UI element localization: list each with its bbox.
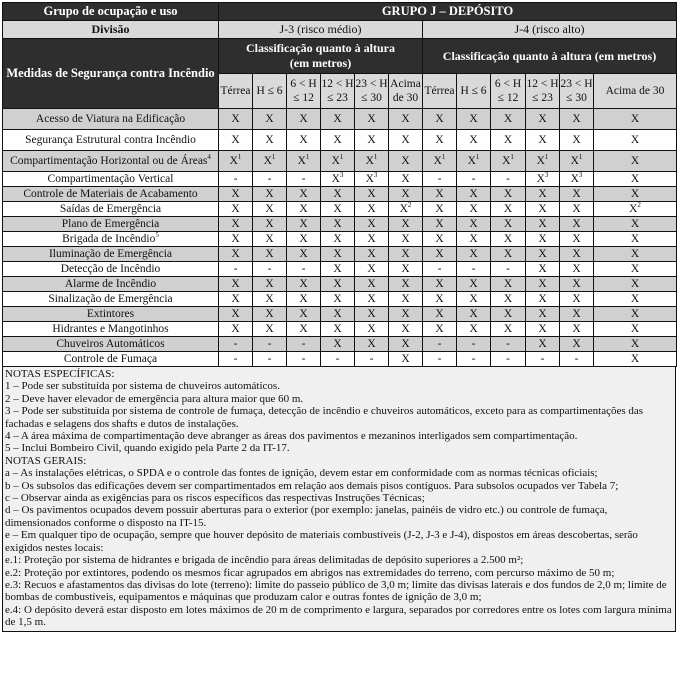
requirement-cell: X <box>321 292 355 307</box>
requirement-cell: X <box>287 202 321 217</box>
requirement-cell: $X^3$ <box>321 172 355 187</box>
requirement-cell: - <box>253 172 287 187</box>
requirement-cell: X <box>287 277 321 292</box>
requirement-cell: - <box>560 352 594 367</box>
requirement-cell: X <box>560 130 594 151</box>
measure-name <box>3 262 219 277</box>
requirement-cell: X <box>594 217 677 232</box>
specific-note: 3 – Pode ser substituída por sistema de controle de fumaça, detecção de incêndio e chuveiros automáticos, exceto para as compartimentações das fachadas e selagens dos shafts e dutos de instalações. <box>5 405 644 430</box>
requirement-cell: $X^1$ <box>321 151 355 172</box>
table-row <box>3 232 677 247</box>
requirement-cell: X <box>389 307 423 322</box>
requirement-cell: X <box>491 232 526 247</box>
table-row <box>3 202 677 217</box>
requirement-cell: X <box>457 109 491 130</box>
requirement-cell: X <box>389 337 423 352</box>
requirement-cell: X <box>389 232 423 247</box>
requirement-cell: X <box>389 187 423 202</box>
specific-note: 2 – Deve haver elevador de emergência para altura maior que 60 m. <box>5 392 304 405</box>
general-note: e.2: Proteção por extintores, podendo os mesmos ficar agrupados em abrigos nas extremidades do terreno, com percurso máximo de 50 m; <box>5 566 615 579</box>
footnote-ref: 1 <box>237 152 242 161</box>
measure-name-text: Sinalização de Emergência <box>48 292 173 305</box>
requirement-cell: X <box>389 277 423 292</box>
measure-name-text: Extintores <box>86 307 135 320</box>
general-note: e.4: O depósito deverá estar disposto em lotes máximos de 20 m de comprimento e largura, separados por corredores entre os lotes com largura mínima de 1,5 m. <box>5 603 672 629</box>
requirement-cell: X <box>287 247 321 262</box>
requirement-cell: X <box>491 202 526 217</box>
requirement-cell: - <box>491 352 526 367</box>
column-header-j3: 6 < H ≤ 12 <box>287 74 321 109</box>
requirement-cell: X <box>457 232 491 247</box>
measure-name-text: Alarme de Incêndio <box>64 277 157 290</box>
requirement-cell: X <box>457 187 491 202</box>
requirement-cell: X <box>287 217 321 232</box>
requirement-cell: X <box>355 109 389 130</box>
requirement-cell: X <box>219 202 253 217</box>
requirement-cell: X <box>594 292 677 307</box>
measure-name <box>3 217 219 232</box>
requirement-cell: X <box>287 232 321 247</box>
requirement-cell: X <box>219 232 253 247</box>
measure-name <box>3 307 219 322</box>
table-row <box>3 352 677 367</box>
requirement-cell: X <box>355 202 389 217</box>
requirement-cell: X <box>253 109 287 130</box>
requirement-cell: - <box>219 172 253 187</box>
requirement-cell: - <box>321 352 355 367</box>
requirement-cell: X <box>355 187 389 202</box>
footnote-ref: 3 <box>544 170 549 179</box>
measure-name <box>3 337 219 352</box>
requirement-cell: X <box>457 322 491 337</box>
requirement-cell: $X^1$ <box>423 151 457 172</box>
requirement-cell: X <box>355 292 389 307</box>
table-row <box>3 247 677 262</box>
requirement-cell: X <box>219 322 253 337</box>
requirement-cell: X <box>457 277 491 292</box>
requirement-cell: $X^3$ <box>355 172 389 187</box>
requirement-cell: X <box>526 232 560 247</box>
requirement-cell: X <box>491 130 526 151</box>
requirement-cell: X <box>491 187 526 202</box>
requirement-cell: X <box>355 322 389 337</box>
column-header-j3: 12 < H ≤ 23 <box>321 74 355 109</box>
measure-name <box>3 172 219 187</box>
requirement-cell: X <box>491 292 526 307</box>
measure-name <box>3 130 219 151</box>
requirement-cell: $X^1$ <box>526 151 560 172</box>
requirement-cell: - <box>253 262 287 277</box>
requirement-cell: X <box>457 247 491 262</box>
requirement-cell: X <box>526 292 560 307</box>
measure-name <box>3 151 219 172</box>
requirement-cell: X <box>491 322 526 337</box>
measure-name-text: Compartimentação Vertical <box>47 172 174 185</box>
footnote-ref: 1 <box>475 152 480 161</box>
table-row <box>3 109 677 130</box>
column-header-j3: Térrea <box>219 74 253 109</box>
requirement-cell: X <box>219 187 253 202</box>
requirement-cell: X <box>321 247 355 262</box>
requirement-cell: - <box>423 337 457 352</box>
general-note: b – Os subsolos das edificações devem ser compartimentados em relação aos demais pisos contíguos. Para subsolos ocupados ver Tabela 7; <box>5 479 619 492</box>
requirement-cell: - <box>423 352 457 367</box>
requirement-cell: X <box>560 202 594 217</box>
footnote-ref: 1 <box>441 152 446 161</box>
column-header-j3: 23 < H ≤ 30 <box>355 74 389 109</box>
measure-name-text: Plano de Emergência <box>61 217 160 230</box>
requirement-cell: - <box>423 172 457 187</box>
requirement-cell: X <box>594 337 677 352</box>
general-note: e – Em qualquer tipo de ocupação, sempre que houver depósito de materiais combustíveis (J-2, J-3 e J-4), dispostos em áreas descobertas, serão exigidos nestes locais: <box>5 529 638 554</box>
requirement-cell: X <box>253 187 287 202</box>
requirement-cell: X <box>594 307 677 322</box>
requirement-cell: X <box>423 277 457 292</box>
requirement-cell: X <box>423 187 457 202</box>
footnote-ref: 1 <box>305 152 310 161</box>
footnote-ref: 1 <box>271 152 276 161</box>
measure-name <box>3 202 219 217</box>
requirement-cell: - <box>287 337 321 352</box>
footnote-ref: 5 <box>155 230 159 239</box>
requirement-cell: X <box>219 292 253 307</box>
specific-notes-list <box>5 380 673 454</box>
requirement-cell: - <box>423 262 457 277</box>
requirement-cell: X <box>321 277 355 292</box>
measure-name-text: Controle de Materiais de Acabamento <box>23 187 198 200</box>
requirement-cell: X <box>423 130 457 151</box>
requirement-cell: X <box>423 232 457 247</box>
requirement-cell: X <box>219 247 253 262</box>
requirement-cell: X <box>560 217 594 232</box>
division-j4: J-4 (risco alto) <box>423 21 677 39</box>
requirement-cell: X <box>355 217 389 232</box>
specific-note: 1 – Pode ser substituída por sistema de chuveiros automáticos. <box>5 380 280 393</box>
column-header-j4: 23 < H ≤ 30 <box>560 74 594 109</box>
measure-name-text: Hidrantes e Mangotinhos <box>52 322 169 335</box>
requirement-cell: X <box>287 322 321 337</box>
measure-name <box>3 322 219 337</box>
specific-note: 5 – Inclui Bombeiro Civil, quando exigido pela Parte 2 da IT-17. <box>5 442 290 455</box>
requirement-cell: - <box>287 172 321 187</box>
requirement-cell: $X^1$ <box>219 151 253 172</box>
requirement-cell: X <box>526 277 560 292</box>
requirement-cell: $X^2$ <box>594 202 677 217</box>
requirement-cell: X <box>389 292 423 307</box>
measure-name <box>3 187 219 202</box>
requirement-cell: $X^2$ <box>389 202 423 217</box>
group-value: GRUPO J – DEPÓSITO <box>219 3 677 21</box>
requirement-cell: X <box>560 247 594 262</box>
requirement-cell: - <box>219 262 253 277</box>
requirement-cell: X <box>355 247 389 262</box>
measure-name <box>3 109 219 130</box>
requirement-cell: X <box>389 247 423 262</box>
requirement-cell: X <box>594 247 677 262</box>
requirement-cell: - <box>491 337 526 352</box>
footnote-ref: 3 <box>578 170 583 179</box>
requirement-cell: $X^1$ <box>287 151 321 172</box>
general-note: e.1: Proteção por sistema de hidrantes e brigada de incêndio para áreas delimitadas de depósito superiores a 2.500 m²; <box>5 554 524 567</box>
requirement-cell: X <box>491 109 526 130</box>
general-notes-title: NOTAS GERAIS: <box>5 454 87 467</box>
requirement-cell: X <box>491 307 526 322</box>
general-note: a – As instalações elétricas, o SPDA e o controle das fontes de ignição, devem estar em conformidade com as normas técnicas oficiais; <box>5 467 598 480</box>
requirement-cell: X <box>526 202 560 217</box>
specific-notes-title: NOTAS ESPECÍFICAS: <box>5 368 115 380</box>
requirement-cell: X <box>594 151 677 172</box>
requirement-cell: X <box>560 292 594 307</box>
column-header-j3: Acima de 30 <box>389 74 423 109</box>
table-row <box>3 337 677 352</box>
column-header-j4: H ≤ 6 <box>457 74 491 109</box>
measure-name <box>3 292 219 307</box>
requirement-cell: X <box>526 217 560 232</box>
requirement-cell: X <box>253 322 287 337</box>
requirement-cell: X <box>457 292 491 307</box>
requirement-cell: X <box>457 130 491 151</box>
requirement-cell: X <box>491 217 526 232</box>
footnote-ref: 1 <box>544 152 549 161</box>
footnote-ref: 2 <box>407 200 412 209</box>
fire-safety-table-document <box>2 2 676 632</box>
requirement-cell: X <box>287 109 321 130</box>
requirement-cell: X <box>321 232 355 247</box>
requirement-cell: X <box>253 130 287 151</box>
requirement-cell: X <box>389 172 423 187</box>
footnote-ref: 1 <box>578 152 583 161</box>
requirement-cell: X <box>457 307 491 322</box>
requirement-cell: X <box>253 292 287 307</box>
requirement-cell: - <box>457 262 491 277</box>
requirement-cell: X <box>526 187 560 202</box>
height-class-j3: Classificação quanto à altura (em metros) <box>219 39 423 74</box>
requirement-cell: - <box>253 337 287 352</box>
requirement-cell: X <box>321 262 355 277</box>
requirement-cell: X <box>355 307 389 322</box>
footnote-ref: 2 <box>637 200 641 209</box>
footnote-ref: 3 <box>373 170 378 179</box>
requirement-cell: X <box>389 322 423 337</box>
safety-measures-table <box>2 2 677 367</box>
requirement-cell: - <box>491 172 526 187</box>
requirement-cell: X <box>594 262 677 277</box>
column-header-j4: Térrea <box>423 74 457 109</box>
requirement-cell: X <box>219 109 253 130</box>
requirement-cell: X <box>389 217 423 232</box>
measure-name-text: Compartimentação Horizontal ou de Áreas <box>10 154 208 167</box>
requirement-cell: X <box>560 187 594 202</box>
requirement-cell: X <box>560 262 594 277</box>
requirement-cell: X <box>321 130 355 151</box>
table-row <box>3 322 677 337</box>
requirement-cell: X <box>594 232 677 247</box>
requirement-cell: X <box>560 322 594 337</box>
table-row <box>3 217 677 232</box>
footnote-ref: 1 <box>339 152 344 161</box>
requirement-cell: $X^1$ <box>355 151 389 172</box>
requirement-cell: X <box>423 217 457 232</box>
requirement-cell: X <box>219 307 253 322</box>
requirement-cell: X <box>253 307 287 322</box>
requirement-cell: - <box>355 352 389 367</box>
requirement-cell: X <box>423 292 457 307</box>
requirement-cell: X <box>355 232 389 247</box>
measure-name <box>3 352 219 367</box>
division-j3: J-3 (risco médio) <box>219 21 423 39</box>
requirement-cell: X <box>287 187 321 202</box>
requirement-cell: X <box>253 232 287 247</box>
requirement-cell: X <box>594 109 677 130</box>
measure-name <box>3 232 219 247</box>
table-row <box>3 292 677 307</box>
requirement-cell: - <box>253 352 287 367</box>
requirement-cell: X <box>594 352 677 367</box>
requirement-cell: X <box>355 130 389 151</box>
measure-name <box>3 277 219 292</box>
requirement-cell: X <box>560 277 594 292</box>
measure-name-text: Chuveiros Automáticos <box>56 337 165 350</box>
requirement-cell: X <box>355 262 389 277</box>
column-header-j4: 12 < H ≤ 23 <box>526 74 560 109</box>
column-header-j4: Acima de 30 <box>594 74 677 109</box>
requirement-cell: X <box>491 247 526 262</box>
requirement-cell: X <box>389 352 423 367</box>
requirement-cell: - <box>457 337 491 352</box>
group-label: Grupo de ocupação e uso <box>3 3 219 21</box>
requirement-cell: X <box>321 217 355 232</box>
requirement-cell: X <box>321 109 355 130</box>
requirement-cell: X <box>594 322 677 337</box>
requirement-cell: X <box>389 262 423 277</box>
table-row <box>3 172 677 187</box>
requirement-cell: X <box>219 130 253 151</box>
requirement-cell: $X^1$ <box>253 151 287 172</box>
measures-label: Medidas de Segurança contra Incêndio <box>3 39 219 109</box>
requirement-cell: X <box>321 202 355 217</box>
requirement-cell: X <box>526 109 560 130</box>
requirement-cell: X <box>560 337 594 352</box>
measure-name <box>3 247 219 262</box>
requirement-cell: X <box>287 292 321 307</box>
requirement-cell: - <box>526 352 560 367</box>
requirement-cell: X <box>423 322 457 337</box>
requirement-cell: - <box>491 262 526 277</box>
measure-name-text: Segurança Estrutural contra Incêndio <box>25 133 196 146</box>
requirement-cell: - <box>287 352 321 367</box>
table-row <box>3 187 677 202</box>
requirement-cell: X <box>253 217 287 232</box>
requirement-cell: X <box>526 337 560 352</box>
requirement-cell: - <box>287 262 321 277</box>
requirement-cell: - <box>219 352 253 367</box>
requirement-cell: X <box>560 307 594 322</box>
footnote-ref: 1 <box>510 152 514 161</box>
measure-name-text: Saídas de Emergência <box>59 202 162 215</box>
requirement-cell: X <box>526 307 560 322</box>
requirement-cell: X <box>287 307 321 322</box>
requirement-cell: - <box>457 172 491 187</box>
requirement-cell: X <box>491 277 526 292</box>
table-row <box>3 277 677 292</box>
table-row <box>3 151 677 172</box>
requirement-cell: X <box>560 232 594 247</box>
measure-name-text: Brigada de Incêndio <box>62 232 156 245</box>
requirement-cell: X <box>253 277 287 292</box>
requirement-cell: - <box>457 352 491 367</box>
requirement-cell: X <box>219 217 253 232</box>
column-header-j3: H ≤ 6 <box>253 74 287 109</box>
requirement-cell: X <box>253 202 287 217</box>
requirement-cell: X <box>594 172 677 187</box>
measure-name-text: Iluminação de Emergência <box>48 247 173 260</box>
requirement-cell: X <box>594 187 677 202</box>
requirement-cell: X <box>287 130 321 151</box>
requirement-cell: X <box>219 277 253 292</box>
table-row <box>3 130 677 151</box>
requirement-cell: $X^1$ <box>491 151 526 172</box>
footnote-ref: 1 <box>373 152 378 161</box>
requirement-cell: X <box>594 277 677 292</box>
requirement-cell: X <box>321 337 355 352</box>
requirement-cell: X <box>355 337 389 352</box>
requirement-cell: X <box>457 217 491 232</box>
column-header-j4: 6 < H ≤ 12 <box>491 74 526 109</box>
requirement-cell: - <box>219 337 253 352</box>
footnote-ref: 4 <box>207 152 211 161</box>
requirement-cell: $X^1$ <box>457 151 491 172</box>
requirement-cell: X <box>321 307 355 322</box>
division-label: Divisão <box>3 21 219 39</box>
requirement-cell: X <box>423 307 457 322</box>
requirement-cell: X <box>355 277 389 292</box>
general-note: e.3: Recuos e afastamentos das divisas do lote (terreno): limite do passeio público de 3,0 m; limite das divisas laterais e dos fundos de 2,0 m; limite de bombas de combustíveis, equipamentos e máquinas que produzam calor e outras fontes de ignição de 3,0 m; <box>5 578 667 604</box>
requirement-cell: X <box>560 109 594 130</box>
general-note: c – Observar ainda as exigências para os riscos específicos das respectivas Instruções Técnicas; <box>5 492 425 505</box>
requirement-cell: X <box>594 130 677 151</box>
specific-note: 4 – A área máxima de compartimentação deve abranger as áreas dos pavimentos e mezaninos interligados sem compartimentação. <box>5 430 578 443</box>
requirement-cell: X <box>423 202 457 217</box>
requirement-cell: X <box>423 247 457 262</box>
requirement-cell: X <box>389 151 423 172</box>
requirement-cell: $X^1$ <box>560 151 594 172</box>
table-row <box>3 307 677 322</box>
requirement-cell: X <box>253 247 287 262</box>
requirement-cell: X <box>526 247 560 262</box>
requirement-cell: $X^3$ <box>526 172 560 187</box>
requirement-cell: X <box>526 322 560 337</box>
requirement-cell: X <box>389 109 423 130</box>
requirement-cell: X <box>423 109 457 130</box>
measure-name-text: Detecção de Incêndio <box>60 262 161 275</box>
notes-section <box>2 367 676 632</box>
height-class-j4: Classificação quanto à altura (em metros) <box>423 39 677 74</box>
requirement-cell: X <box>457 202 491 217</box>
requirement-cell: $X^3$ <box>560 172 594 187</box>
requirement-cell: X <box>321 187 355 202</box>
general-note: d – Os pavimentos ocupados devem possuir aberturas para o exterior (por exemplo: janelas, painéis de vidro etc.) ou controle de fumaça, dimensionados conforme o disposto na IT-15. <box>5 504 608 529</box>
requirement-cell: X <box>321 322 355 337</box>
table-row <box>3 262 677 277</box>
footnote-ref: 3 <box>339 170 344 179</box>
general-notes-list <box>5 467 673 628</box>
measure-name-text: Controle de Fumaça <box>63 352 158 365</box>
requirement-cell: X <box>389 130 423 151</box>
requirement-cell: X <box>526 262 560 277</box>
requirement-cell: X <box>526 130 560 151</box>
measure-name-text: Acesso de Viatura na Edificação <box>35 112 186 125</box>
